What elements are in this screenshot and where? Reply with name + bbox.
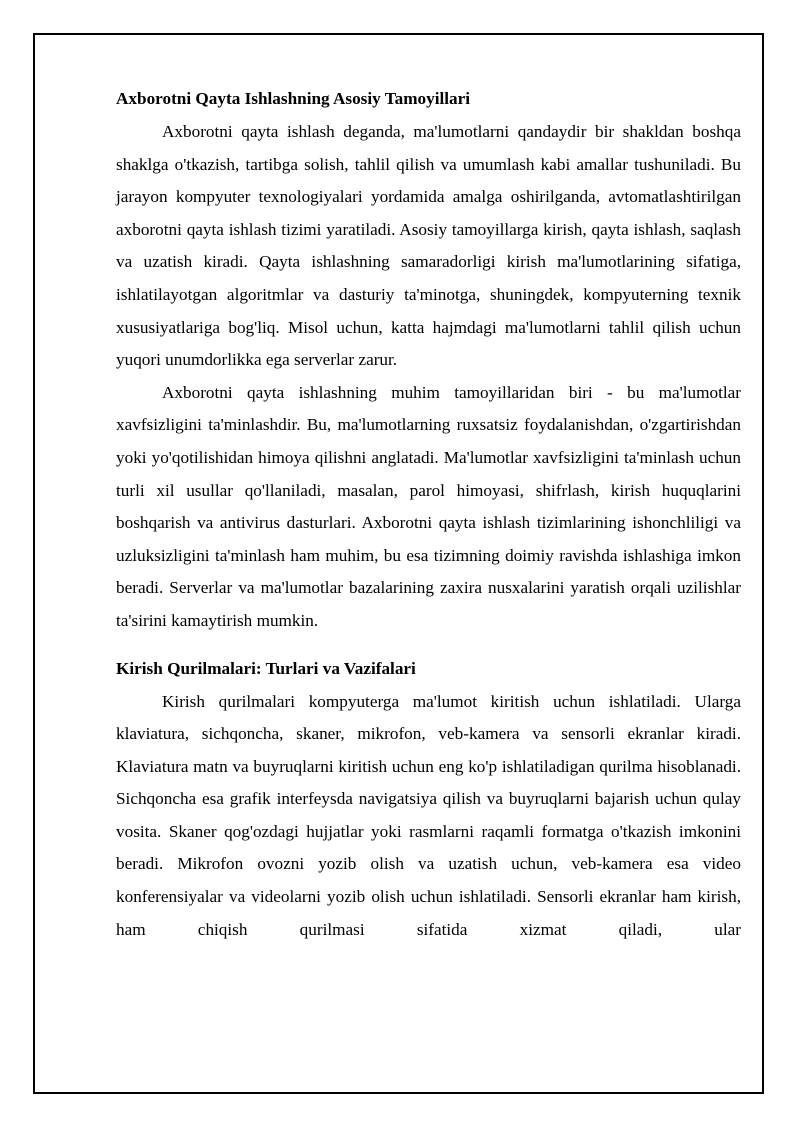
document-body bbox=[116, 84, 741, 946]
paragraph: Kirish qurilmalari kompyuterga ma'lumot kiritish uchun ishlatiladi. Ularga klaviatura, sichqoncha, skaner, mikrofon, veb-kamera va sensorli ekranlar kiradi. Klaviatura matn va buyruqlarni kiritish uchun eng ko'p ishlatiladigan qurilma hisoblanadi. Sichqoncha esa grafik interfeysda navigatsiya qilish va buyruqlarni bajarish uchun qulay vosita. Skaner qog'ozdagi hujjatlar yoki rasmlarni raqamli formatga o'tkazish imkonini beradi. Mikrofon ovozni yozib olish va uzatish uchun, veb-kamera esa video konferensiyalar va videolarni yozib olish uchun ishlatiladi. Sensorli ekranlar ham kirish, ham chiqish qurilmasi sifatida xizmat qiladi, ular bbox=[116, 691, 741, 939]
paragraph: Axborotni qayta ishlash deganda, ma'lumotlarni qandaydir bir shakldan boshqa shaklga o'tkazish, tartibga solish, tahlil qilish va umumlash kabi amallar tushuniladi. Bu jarayon kompyuter texnologiyalari yordamida amalga oshirilganda, avtomatlashtirilgan axborotni qayta ishlash tizimi yaratiladi. Asosiy tamoyillarga kirish, qayta ishlash, saqlash va uzatish kiradi. Qayta ishlashning samaradorligi kirish ma'lumotlarining sifatiga, ishlatilayotgan algoritmlar va dasturiy ta'minotga, shuningdek, kompyuterning texnik xususiyatlariga bog'liq. Misol uchun, katta hajmdagi ma'lumotlarni tahlil qilish uchun yuqori unumdorlikka ega serverlar zarur. bbox=[116, 122, 741, 370]
paragraph: Axborotni qayta ishlashning muhim tamoyillaridan biri - bu ma'lumotlar xavfsizligini ta'minlashdir. Bu, ma'lumotlarning ruxsatsiz foydalanishdan, o'zgartirishdan yoki yo'qotilishidan himoya qilishni anglatadi. Ma'lumotlar xavfsizligini ta'minlash uchun turli xil usullar qo'llaniladi, masalan, parol himoyasi, shifrlash, kirish huquqlarini boshqarish va antivirus dasturlari. Axborotni qayta ishlash tizimlarining ishonchliligi va uzluksizligini ta'minlash ham muhim, bu esa tizimning doimiy ravishda ishlashiga imkon beradi. Serverlar va ma'lumotlar bazalarining zaxira nusxalarini yaratish orqali uzilishlar ta'sirini kamaytirish mumkin. bbox=[116, 382, 741, 630]
section-heading: Kirish Qurilmalari: Turlari va Vazifalari bbox=[116, 658, 416, 678]
section-heading: Axborotni Qayta Ishlashning Asosiy Tamoyillari bbox=[116, 89, 471, 108]
